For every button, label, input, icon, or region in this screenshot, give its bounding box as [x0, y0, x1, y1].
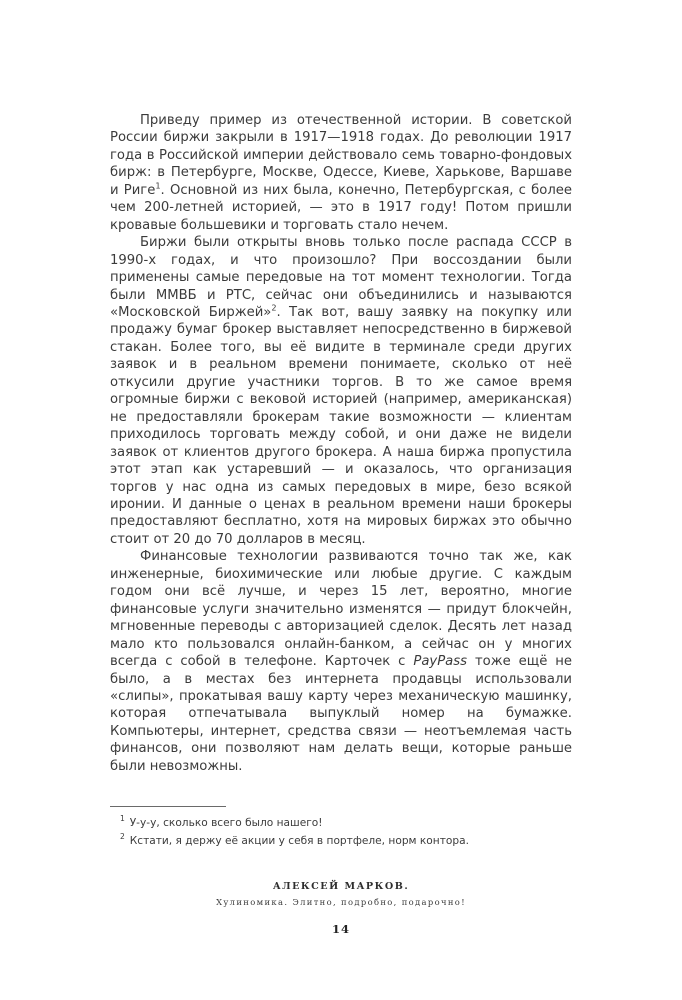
paragraph: Биржи были открыты вновь только после распада СССР в 1990-х годах, и что произошло? При воссоздании были применены самые передовые на тот момент технологии. Тогда были ММВБ и РТС, сейчас они объединились и называются «Московской Биржей»$^2$. Так вот, вашу заявку на покупку или продажу бумаг брокер выставляет непосредственно в биржевой стакан. Более того, вы её видите в терминале среди других заявок и в реальном времени понимаете, сколько от неё откусили другие участники торгов. В то же самое время огромные биржи с вековой историей (например, американская) не предоставляли брокерам такие возможности — клиентам приходилось торговать между собой, и они даже не видели заявок от клиентов другого брокера. А наша биржа пропустила этот этап как устаревший — и оказалось, что организация торгов у нас одна из самых передовых в мире, безо всякой иронии. И данные о ценах в реальном времени наши брокеры предоставляют бесплатно, хотя на мировых биржах это обычно стоит от 20 до 70 долларов в месяц.	[110, 235, 572, 547]
page-footer	[0, 880, 682, 909]
footnote-marker: 2	[120, 832, 125, 842]
footnote-marker: 1	[120, 814, 125, 824]
paragraph: Приведу пример из отечественной истории. В советской России биржи закрыли в 1917—1918 годах. До революции 1917 года в Российской империи действовало семь товарно-фондовых бирж: в Петербурге, Москве, Одессе, Киеве, Харькове, Варшаве и Риге$^1$. Основной из них была, конечно, Петербургская, с более чем 200-летней историей, — это в 1917 году! Потом пришли кровавые большевики и торговать стало нечем.	[110, 113, 572, 233]
emphasised-term: PayPass	[413, 654, 467, 670]
footer-book-subtitle: Хулиномика. Элитно, подробно, подарочно!	[216, 897, 466, 907]
paragraph: Финансовые технологии развиваются точно так же, как инженерные, биохимические или любые другие. С каждым годом они всё лучше, и через 15 лет, вероятно, многие финансовые услуги значительно изменятся — придут блокчейн, мгновенные переводы с авторизацией сделок. Десять лет назад мало кто пользовался онлайн-банком, а сейчас он у многих всегда с собой в телефоне. Карточек с PayPass тоже ещё не было, а в местах без интернета продавцы использовали «слипы», прокатывая вашу карту через механическую машинку, которая отпечатывала выпуклый номер на бумажке. Компьютеры, интернет, средства связи — неотъемлемая часть финансов, они позволяют нам делать вещи, которые раньше были невозможны.	[110, 549, 572, 774]
footer-author-name: АЛЕКСЕЙ МАРКОВ.	[272, 881, 410, 892]
footnote-item: $^1$ У-у-у, сколько всего было нашего!	[120, 814, 323, 829]
footnote-reference: 1	[155, 180, 161, 191]
footnote-section	[110, 806, 572, 851]
footnote-item: $^2$ Кстати, я держу её акции у себя в портфеле, норм контора.	[120, 832, 469, 847]
footnote-reference: 2	[271, 302, 277, 313]
page-body-text	[110, 112, 572, 775]
page-number: 14	[331, 922, 350, 936]
footnote-separator-rule	[110, 806, 226, 807]
